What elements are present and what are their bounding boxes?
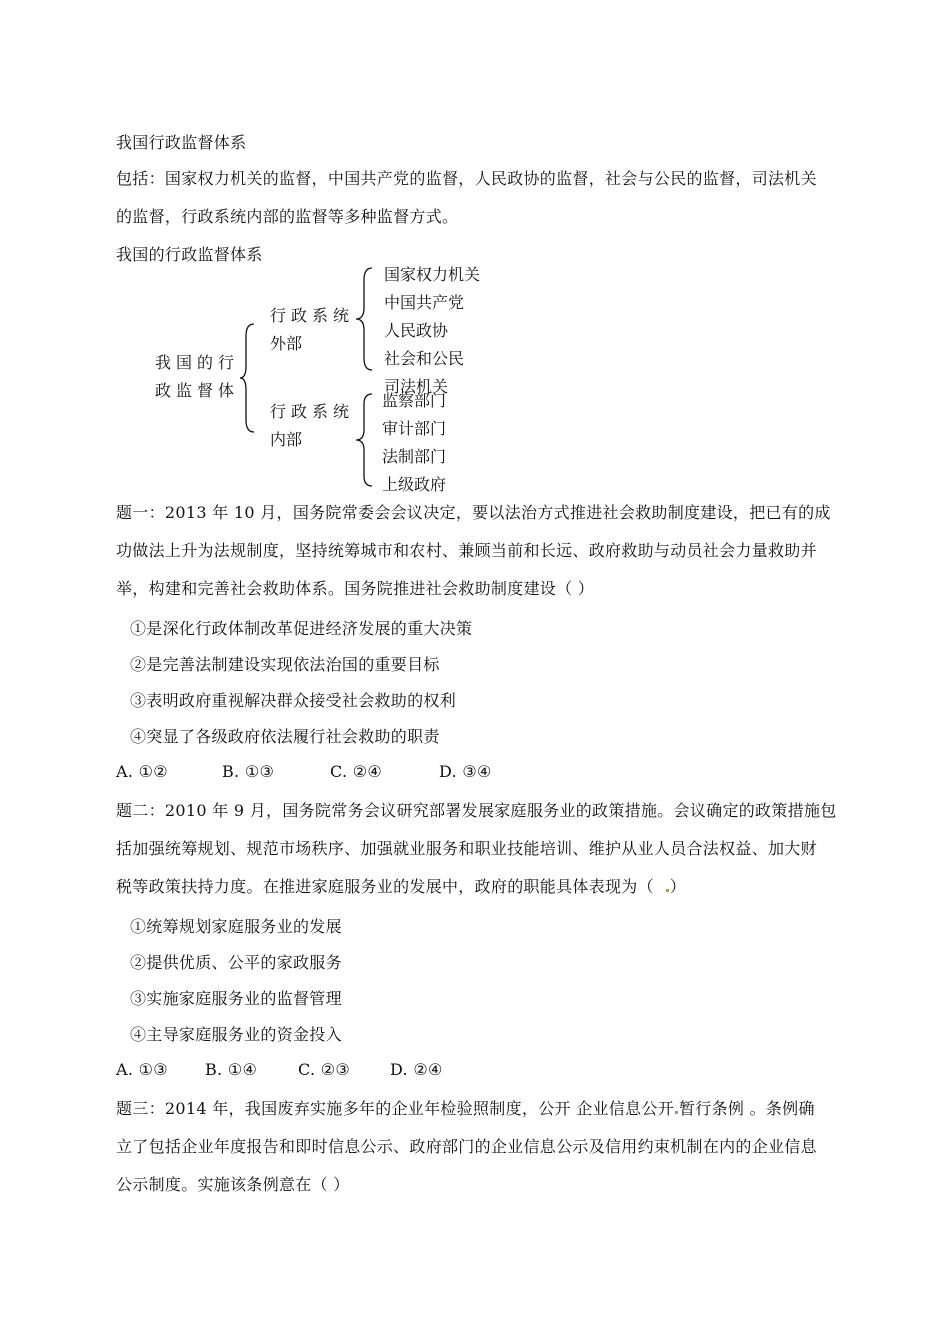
root-brace — [238, 322, 258, 434]
q1-choice-d: D. ③④ — [439, 762, 492, 781]
q1-line-3: 举，构建和完善社会救助体系。国务院推进社会救助制度建设（ ） — [116, 579, 595, 598]
external-item-2: 中国共产党 — [384, 293, 465, 312]
stray-dot-2 — [675, 1111, 678, 1114]
external-label-line-2: 外部 — [270, 334, 303, 353]
q2-choice-a: A. ①③ — [116, 1060, 168, 1079]
q2-option-1: ①统筹规划家庭服务业的发展 — [130, 917, 342, 936]
external-item-5: 司法机关 — [384, 377, 449, 396]
q1-line-2: 功做法上升为法规制度，坚持统筹城市和农村、兼顾当前和长远、政府救助与动员社会力量救助并 — [116, 541, 817, 560]
q2-option-2: ②提供优质、公平的家政服务 — [130, 953, 342, 972]
q2-choice-c: C. ②③ — [298, 1060, 351, 1079]
q2-line-3-text: 税等政策扶持力度。在推进家庭服务业的发展中，政府的职能具体表现为（ — [116, 877, 654, 896]
internal-item-2: 审计部门 — [382, 419, 447, 438]
internal-brace — [354, 392, 376, 488]
internal-item-3: 法制部门 — [382, 447, 447, 466]
q3-line-2: 立了包括企业年度报告和即时信息公示、政府部门的企业信息公示及信用约束机制在内的企业信息 — [116, 1137, 817, 1156]
q2-line-1: 题二：2010 年 9 月，国务院常务会议研究部署发展家庭服务业的政策措施。会议确定的政策措施包 — [116, 801, 837, 820]
stray-dot — [666, 889, 669, 892]
external-item-3: 人民政协 — [384, 321, 449, 340]
diagram-title: 我国的行政监督体系 — [116, 245, 263, 264]
internal-item-4: 上级政府 — [382, 475, 447, 494]
external-item-4: 社会和公民 — [384, 349, 465, 368]
q2-option-3: ③实施家庭服务业的监督管理 — [130, 989, 342, 1008]
intro-line-2: 的监督，行政系统内部的监督等多种监督方式。 — [116, 207, 459, 226]
q1-option-2: ②是完善法制建设实现依法治国的重要目标 — [130, 655, 440, 674]
diagram-root-line-2: 政监督体 — [155, 381, 240, 400]
q2-line-3 — [116, 874, 686, 897]
q3-line-1-text: 题三：2014 年，我国废弃实施多年的企业年检验照制度，公开 企业信息公开 — [116, 1099, 674, 1118]
internal-label-line-2: 内部 — [270, 430, 303, 449]
q1-choice-a: A. ①② — [116, 762, 168, 781]
q3-line-3: 公示制度。实施该条例意在（ ） — [116, 1175, 350, 1194]
q2-option-4: ④主导家庭服务业的资金投入 — [130, 1025, 342, 1044]
q1-choice-c: C. ②④ — [330, 762, 383, 781]
external-item-1: 国家权力机关 — [384, 265, 481, 284]
q1-option-3: ③表明政府重视解决群众接受社会救助的权利 — [130, 691, 457, 710]
q2-choice-d: D. ②④ — [390, 1060, 443, 1079]
q1-option-4: ④突显了各级政府依法履行社会救助的职责 — [130, 727, 440, 746]
external-label-line-1: 行政系统 — [270, 306, 355, 325]
q2-choice-b: B. ①④ — [205, 1060, 258, 1079]
q1-line-1: 题一：2013 年 10 月，国务院常委会会议决定，要以法治方式推进社会救助制度建设，把已有的成 — [116, 503, 831, 522]
diagram-root-line-1: 我国的行 — [155, 353, 240, 372]
q2-line-3-close: ） — [669, 877, 686, 896]
section-title: 我国行政监督体系 — [116, 133, 247, 152]
q1-choice-b: B. ①③ — [222, 762, 275, 781]
internal-label-line-1: 行政系统 — [270, 402, 355, 421]
external-brace — [354, 266, 376, 372]
internal-item-1: 监察部门 — [382, 391, 447, 410]
intro-line-1: 包括：国家权力机关的监督，中国共产党的监督，人民政协的监督，社会与公民的监督，司法机关 — [116, 169, 817, 188]
q3-line-1-tail: 暂行条例 。条例确 — [679, 1099, 815, 1118]
q1-option-1: ①是深化行政体制改革促进经济发展的重大决策 — [130, 619, 473, 638]
q2-line-2: 括加强统筹规划、规范市场秩序、加强就业服务和职业技能培训、维护从业人员合法权益、加大财 — [116, 839, 817, 858]
q3-line-1 — [116, 1096, 815, 1119]
